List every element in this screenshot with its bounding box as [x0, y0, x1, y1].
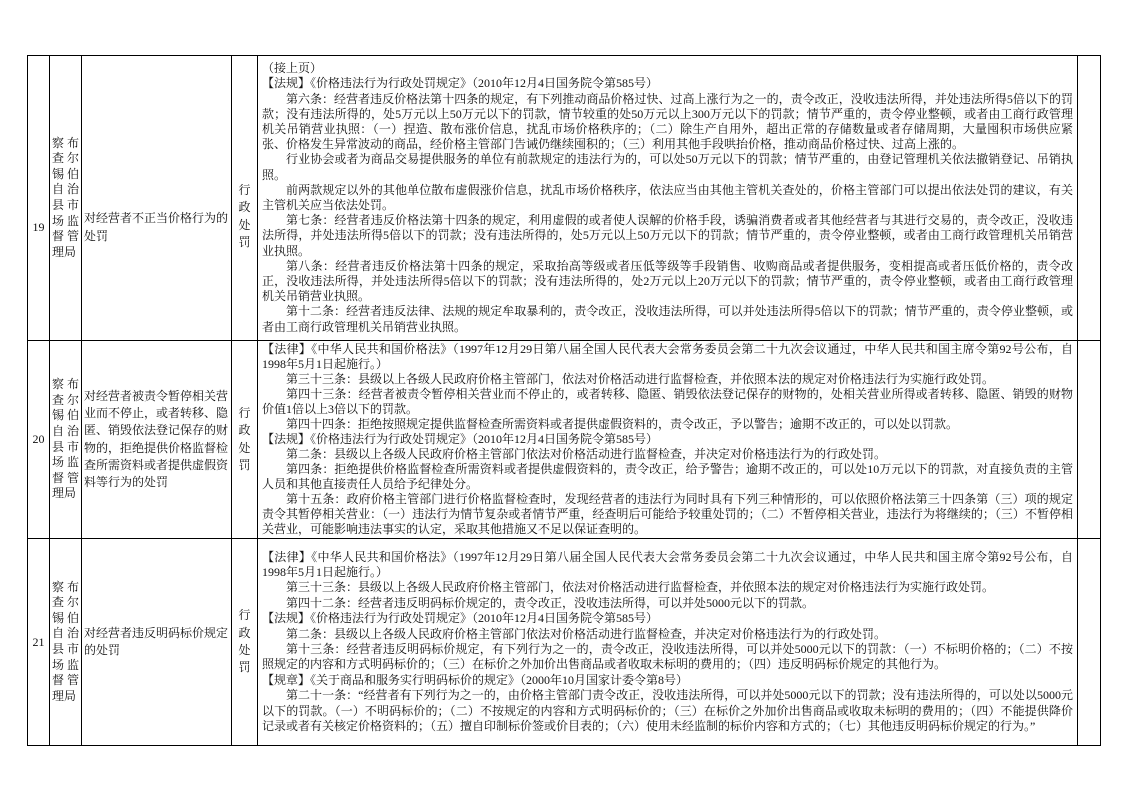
row-number-cell	[28, 56, 50, 340]
basis-cell	[258, 56, 1078, 340]
penalty-table	[27, 55, 1101, 746]
basis-text	[262, 550, 1073, 735]
remark-cell	[1078, 341, 1101, 538]
basis-paragraph: 第四十四条：拒绝按照规定提供监督检查所需资料或者提供虚假资料的，责令改正，予以警告；逾期不改正的，可以处以罚款。	[286, 417, 959, 431]
basis-paragraph: 【法规】《价格违法行为行政处罚规定》（2010年12月4日国务院令第585号）	[262, 611, 659, 626]
agency-name: 察布查尔锡伯自治县市场监督管理局	[52, 579, 79, 703]
basis-paragraph: 【法律】《中华人民共和国价格法》（1997年12月29日第八届全国人民代表大会常务委员会第二十九次会议通过，中华人民共和国主席令第92号公布，自1998年5月1日起施行。）	[262, 549, 1073, 579]
remark-cell	[1078, 539, 1101, 745]
category-cell	[232, 56, 258, 340]
basis-paragraph: 第四条：拒绝提供价格监督检查所需资料或者提供虚假资料的，责令改正，给予警告；逾期不改正的，可以处10万元以下的罚款，对直接负责的主管人员和其他直接责任人员给予纪律处分。	[262, 462, 1073, 491]
table-row	[28, 56, 1101, 341]
basis-paragraph: 【法规】《价格违法行为行政处罚规定》（2010年12月4日国务院令第585号）	[262, 76, 659, 91]
category-cell	[232, 539, 258, 745]
item-cell	[82, 539, 232, 745]
category-cell	[232, 341, 258, 538]
basis-paragraph: 第三十三条：县级以上各级人民政府价格主管部门，依法对价格活动进行监督检查，并依照本法的规定对价格违法行为实施行政处罚。	[286, 372, 995, 386]
agency-cell	[50, 341, 82, 538]
row-number-cell	[28, 539, 50, 745]
basis-paragraph: 【规章】《关于商品和服务实行明码标价的规定》（2000年10月国家计委令第8号）	[262, 672, 689, 687]
basis-paragraph: 第四十三条：经营者被责令暂停相关营业而不停止的，或者转移、隐匿、销毁依法登记保存的财物的，处相关营业所得或者转移、隐匿、销毁的财物价值1倍以上3倍以下的罚款。	[262, 387, 1073, 416]
basis-paragraph: 第十三条：经营者违反明码标价规定，有下列行为之一的，责令改正，没收违法所得，可以并处5000元以下的罚款：（一）不标明价格的；（二）不按照规定的内容和方式明码标价的；（三）在标价之外加价出售商品或者收取未标明的费用的；（四）违反明码标价规定的其他行为。	[262, 642, 1073, 672]
row-number: 20	[32, 432, 45, 446]
basis-paragraph: 第二条：县级以上各级人民政府价格主管部门依法对价格活动进行监督检查，并决定对价格违法行为的行政处罚。	[286, 626, 887, 641]
remark-cell	[1078, 56, 1101, 340]
item-name: 对经营者违反明码标价规定的处罚	[84, 625, 229, 657]
basis-text	[262, 342, 1073, 537]
item-name: 对经营者被责令暂停相关营业而不停止，或者转移、隐匿、销毁依法登记保存的财物的，拒绝提供价格监督检查所需资料或者提供虚假资料等行为的处罚	[84, 388, 229, 489]
item-cell	[82, 341, 232, 538]
row-number-cell	[28, 341, 50, 538]
agency-name: 察布查尔锡伯自治县市场监督管理局	[52, 377, 79, 501]
row-number: 21	[32, 634, 45, 649]
basis-paragraph: 【法律】《中华人民共和国价格法》（1997年12月29日第八届全国人民代表大会常务委员会第二十九次会议通过，中华人民共和国主席令第92号公布，自1998年5月1日起施行。）	[262, 342, 1073, 371]
basis-paragraph: 行业协会或者为商品交易提供服务的单位有前款规定的违法行为的，可以处50万元以下的罚款；情节严重的，由登记管理机关依法撤销登记、吊销执照。	[262, 152, 1073, 182]
penalty-category: 行政处罚	[238, 608, 251, 675]
row-number: 19	[32, 220, 45, 234]
basis-paragraph: 第二条：县级以上各级人民政府价格主管部门依法对价格活动进行监督检查，并决定对价格违法行为的行政处罚。	[286, 447, 887, 461]
agency-cell	[50, 539, 82, 745]
basis-paragraph: 第三十三条：县级以上各级人民政府价格主管部门，依法对价格活动进行监督检查，并依照本法的规定对价格违法行为实施行政处罚。	[286, 580, 995, 595]
table-row	[28, 539, 1101, 746]
item-name: 对经营者不正当价格行为的处罚	[84, 211, 229, 243]
basis-paragraph: 第四十二条：经营者违反明码标价规定的，责令改正，没收违法所得，可以并处5000元以下的罚款。	[286, 595, 815, 610]
penalty-category: 行政处罚	[238, 405, 251, 472]
basis-paragraph: 第十二条：经营者违反法律、法规的规定牟取暴利的，责令改正，没收违法所得，可以并处违法所得5倍以下的罚款；情节严重的，责令停业整顿，或者由工商行政管理机关吊销营业执照。	[262, 304, 1073, 334]
basis-paragraph: 前两款规定以外的其他单位散布虚假涨价信息，扰乱市场价格秩序，依法应当由其他主管机关查处的，价格主管部门可以提出依法处罚的建议，有关主管机关应当依法处罚。	[262, 182, 1073, 212]
item-cell	[82, 56, 232, 340]
agency-cell	[50, 56, 82, 340]
agency-name: 察布查尔锡伯自治县市场监督管理局	[52, 135, 79, 259]
basis-paragraph: （接上页）	[262, 61, 323, 76]
table-row	[28, 341, 1101, 539]
basis-paragraph: 第七条：经营者违反价格法第十四条的规定，利用虚假的或者使人误解的价格手段，诱骗消费者或者其他经营者与其进行交易的，责令改正，没收违法所得，并处违法所得5倍以下的罚款；没有违法所得的，处5万元以上50万元以下的罚款；情节严重的，责令停业整顿，或者由工商行政管理机关吊销营业执照。	[262, 213, 1073, 258]
penalty-category: 行政处罚	[238, 182, 251, 249]
basis-paragraph: 第六条：经营者违反价格法第十四条的规定，有下列推动商品价格过快、过高上涨行为之一的，责令改正，没收违法所得，并处违法所得5倍以下的罚款；没有违法所得的，处5万元以上50万元以下的罚款，情节较重的处50万元以上300万元以下的罚款；情节严重的，责令停业整顿，或者由工商行政管理机关吊销营业执照：（一）捏造、散布涨价信息，扰乱市场价格秩序的；（二）除生产自用外，超出正常的存储数量或者存储周期，大量囤积市场供应紧张、价格发生异常波动的商品，经价格主管部门告诫仍继续囤积的；（三）利用其他手段哄抬价格，推动商品价格过快、过高上涨的。	[262, 91, 1073, 152]
basis-paragraph: 【法规】《价格违法行为行政处罚规定》（2010年12月4日国务院令第585号）	[262, 432, 659, 446]
basis-paragraph: 第十五条：政府价格主管部门进行价格监督检查时，发现经营者的违法行为同时具有下列三种情形的，可以依照价格法第三十四条第（三）项的规定责令其暂停相关营业：（一）违法行为情节复杂或者情节严重，经查明后可能给予较重处罚的；（二）不暂停相关营业，违法行为将继续的；（三）不暂停相关营业，可能影响违法事实的认定，采取其他措施又不足以保证查明的。	[262, 492, 1073, 536]
basis-cell	[258, 539, 1078, 745]
basis-text	[262, 61, 1073, 335]
basis-paragraph: 第二十一条：“经营者有下列行为之一的，由价格主管部门责令改正，没收违法所得，可以并处5000元以下的罚款；没有违法所得的，可以处以5000元以下的罚款。（一）不明码标价的；（二）不按规定的内容和方式明码标价的；（三）在标价之外加价出售商品或收取未标明的费用的；（四）不能提供降价记录或者有关核定价格资料的；（五）擅自印制标价签或价目表的；（六）使用未经监制的标价内容和方式的；（七）其他违反明码标价规定的行为。”	[262, 688, 1073, 734]
basis-paragraph: 第八条：经营者违反价格法第十四条的规定，采取抬高等级或者压低等级等手段销售、收购商品或者提供服务，变相提高或者压低价格的，责令改正，没收违法所得，并处违法所得5倍以下的罚款；没有违法所得的，处2万元以上20万元以下的罚款；情节严重的，责令停业整顿，或者由工商行政管理机关吊销营业执照。	[262, 258, 1073, 304]
basis-cell	[258, 341, 1078, 538]
